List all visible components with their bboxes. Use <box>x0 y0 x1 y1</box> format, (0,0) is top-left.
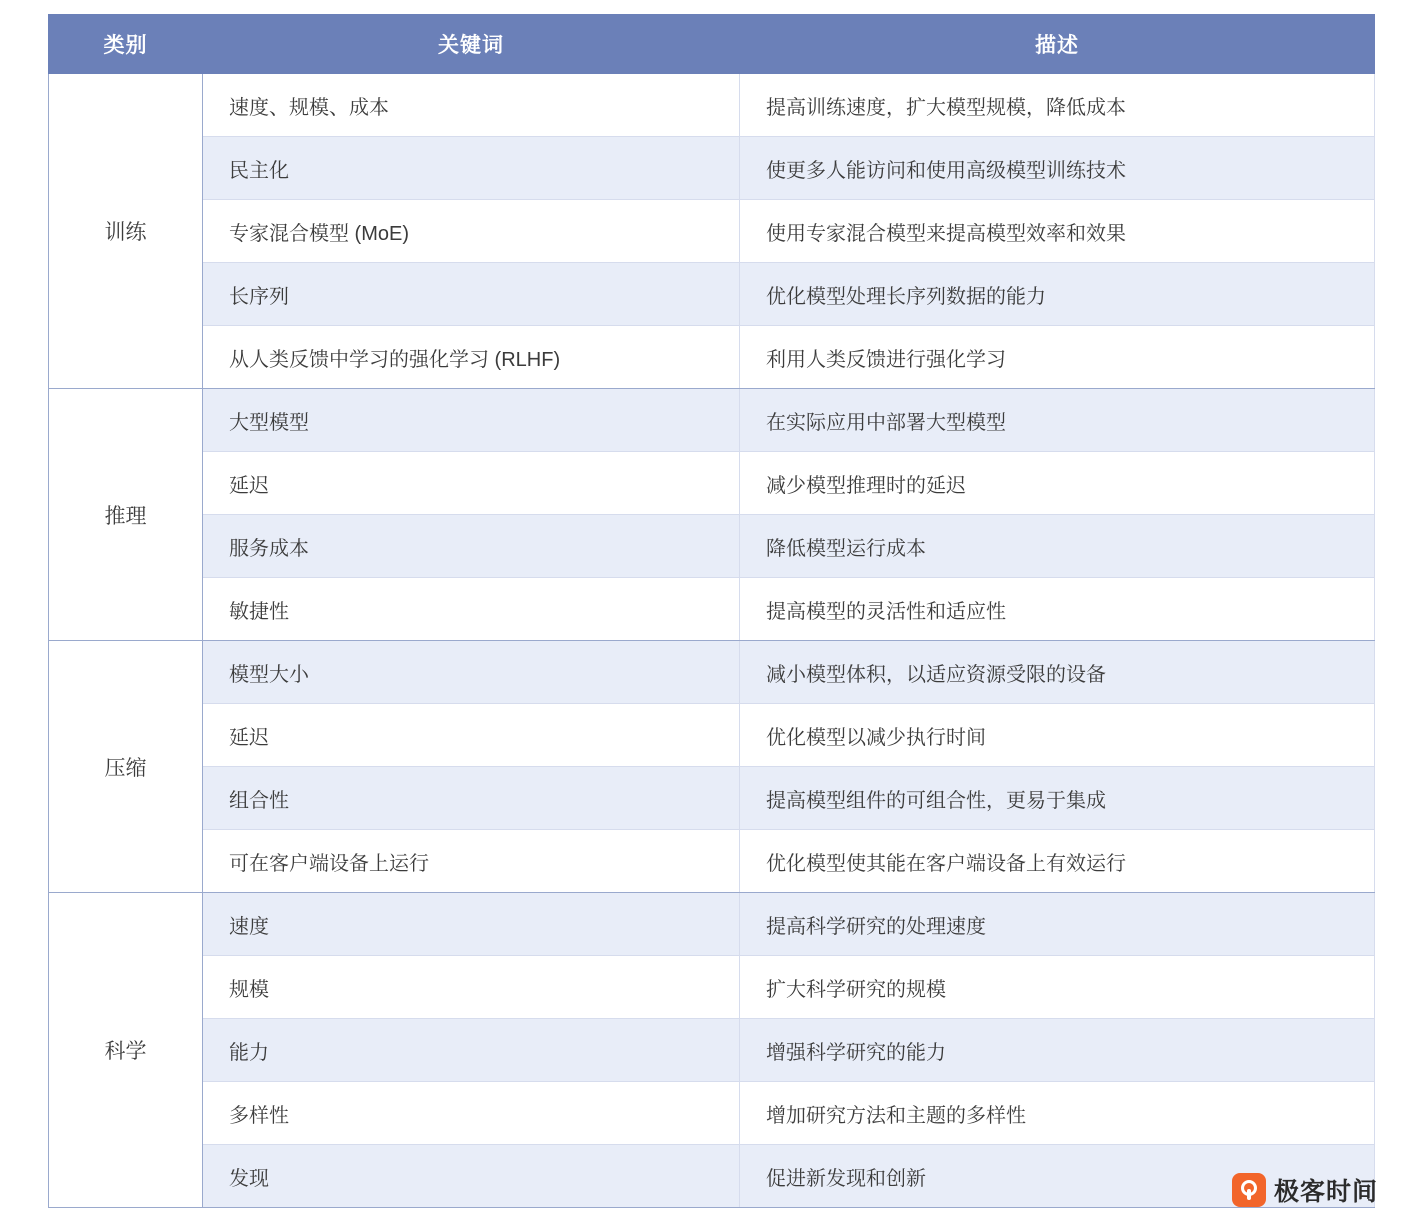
description-cell: 提高模型组件的可组合性，更易于集成 <box>740 767 1375 830</box>
keyword-cell: 专家混合模型 (MoE) <box>203 200 740 263</box>
table-container <box>48 14 1374 1208</box>
keyword-cell: 大型模型 <box>203 389 740 452</box>
brand-logo <box>1232 1172 1378 1208</box>
keyword-cell: 长序列 <box>203 263 740 326</box>
keyword-cell: 规模 <box>203 956 740 1019</box>
table-row <box>49 200 1375 263</box>
keyword-cell: 发现 <box>203 1145 740 1208</box>
table-row <box>49 704 1375 767</box>
keyword-cell: 能力 <box>203 1019 740 1082</box>
keyword-cell: 延迟 <box>203 452 740 515</box>
table-body <box>49 74 1375 1208</box>
category-cell: 科学 <box>49 893 203 1208</box>
description-cell: 减小模型体积，以适应资源受限的设备 <box>740 641 1375 704</box>
table-row <box>49 1019 1375 1082</box>
brand-name: 极客时间 <box>1273 1178 1378 1206</box>
keyword-cell: 敏捷性 <box>203 578 740 641</box>
description-cell: 优化模型处理长序列数据的能力 <box>740 263 1375 326</box>
keyword-cell: 组合性 <box>203 767 740 830</box>
description-cell: 利用人类反馈进行强化学习 <box>740 326 1375 389</box>
description-cell: 使用专家混合模型来提高模型效率和效果 <box>740 200 1375 263</box>
keyword-cell: 可在客户端设备上运行 <box>203 830 740 893</box>
description-cell: 促进新发现和创新 <box>740 1145 1375 1208</box>
description-cell: 优化模型以减少执行时间 <box>740 704 1375 767</box>
description-cell: 提高训练速度，扩大模型规模，降低成本 <box>740 74 1375 137</box>
keyword-cell: 从人类反馈中学习的强化学习 (RLHF) <box>203 326 740 389</box>
category-cell: 压缩 <box>49 641 203 893</box>
description-cell: 提高模型的灵活性和适应性 <box>740 578 1375 641</box>
table-row <box>49 1145 1375 1208</box>
description-cell: 优化模型使其能在客户端设备上有效运行 <box>740 830 1375 893</box>
description-cell: 扩大科学研究的规模 <box>740 956 1375 1019</box>
description-cell: 增强科学研究的能力 <box>740 1019 1375 1082</box>
table-row <box>49 578 1375 641</box>
table-row <box>49 452 1375 515</box>
table-row <box>49 326 1375 389</box>
table-row <box>49 893 1375 956</box>
description-cell: 增加研究方法和主题的多样性 <box>740 1082 1375 1145</box>
table-row <box>49 830 1375 893</box>
table-row <box>49 263 1375 326</box>
category-cell: 推理 <box>49 389 203 641</box>
column-header-category: 类别 <box>49 15 203 74</box>
table-row <box>49 641 1375 704</box>
geekbang-logo-icon <box>1232 1173 1266 1207</box>
table-row <box>49 767 1375 830</box>
table-row <box>49 956 1375 1019</box>
keyword-cell: 延迟 <box>203 704 740 767</box>
description-cell: 降低模型运行成本 <box>740 515 1375 578</box>
column-header-keyword: 关键词 <box>203 15 740 74</box>
table-row <box>49 1082 1375 1145</box>
table-row <box>49 515 1375 578</box>
description-cell: 使更多人能访问和使用高级模型训练技术 <box>740 137 1375 200</box>
keyword-cell: 民主化 <box>203 137 740 200</box>
keyword-cell: 模型大小 <box>203 641 740 704</box>
description-cell: 在实际应用中部署大型模型 <box>740 389 1375 452</box>
description-cell: 提高科学研究的处理速度 <box>740 893 1375 956</box>
keyword-cell: 服务成本 <box>203 515 740 578</box>
table-row <box>49 74 1375 137</box>
keyword-cell: 速度 <box>203 893 740 956</box>
description-cell: 减少模型推理时的延迟 <box>740 452 1375 515</box>
keywords-table <box>48 14 1375 1208</box>
category-cell: 训练 <box>49 74 203 389</box>
column-header-description: 描述 <box>740 15 1375 74</box>
keyword-cell: 速度、规模、成本 <box>203 74 740 137</box>
table-row <box>49 389 1375 452</box>
table-row <box>49 137 1375 200</box>
table-header-row <box>49 15 1375 74</box>
keyword-cell: 多样性 <box>203 1082 740 1145</box>
table-header <box>49 15 1375 74</box>
